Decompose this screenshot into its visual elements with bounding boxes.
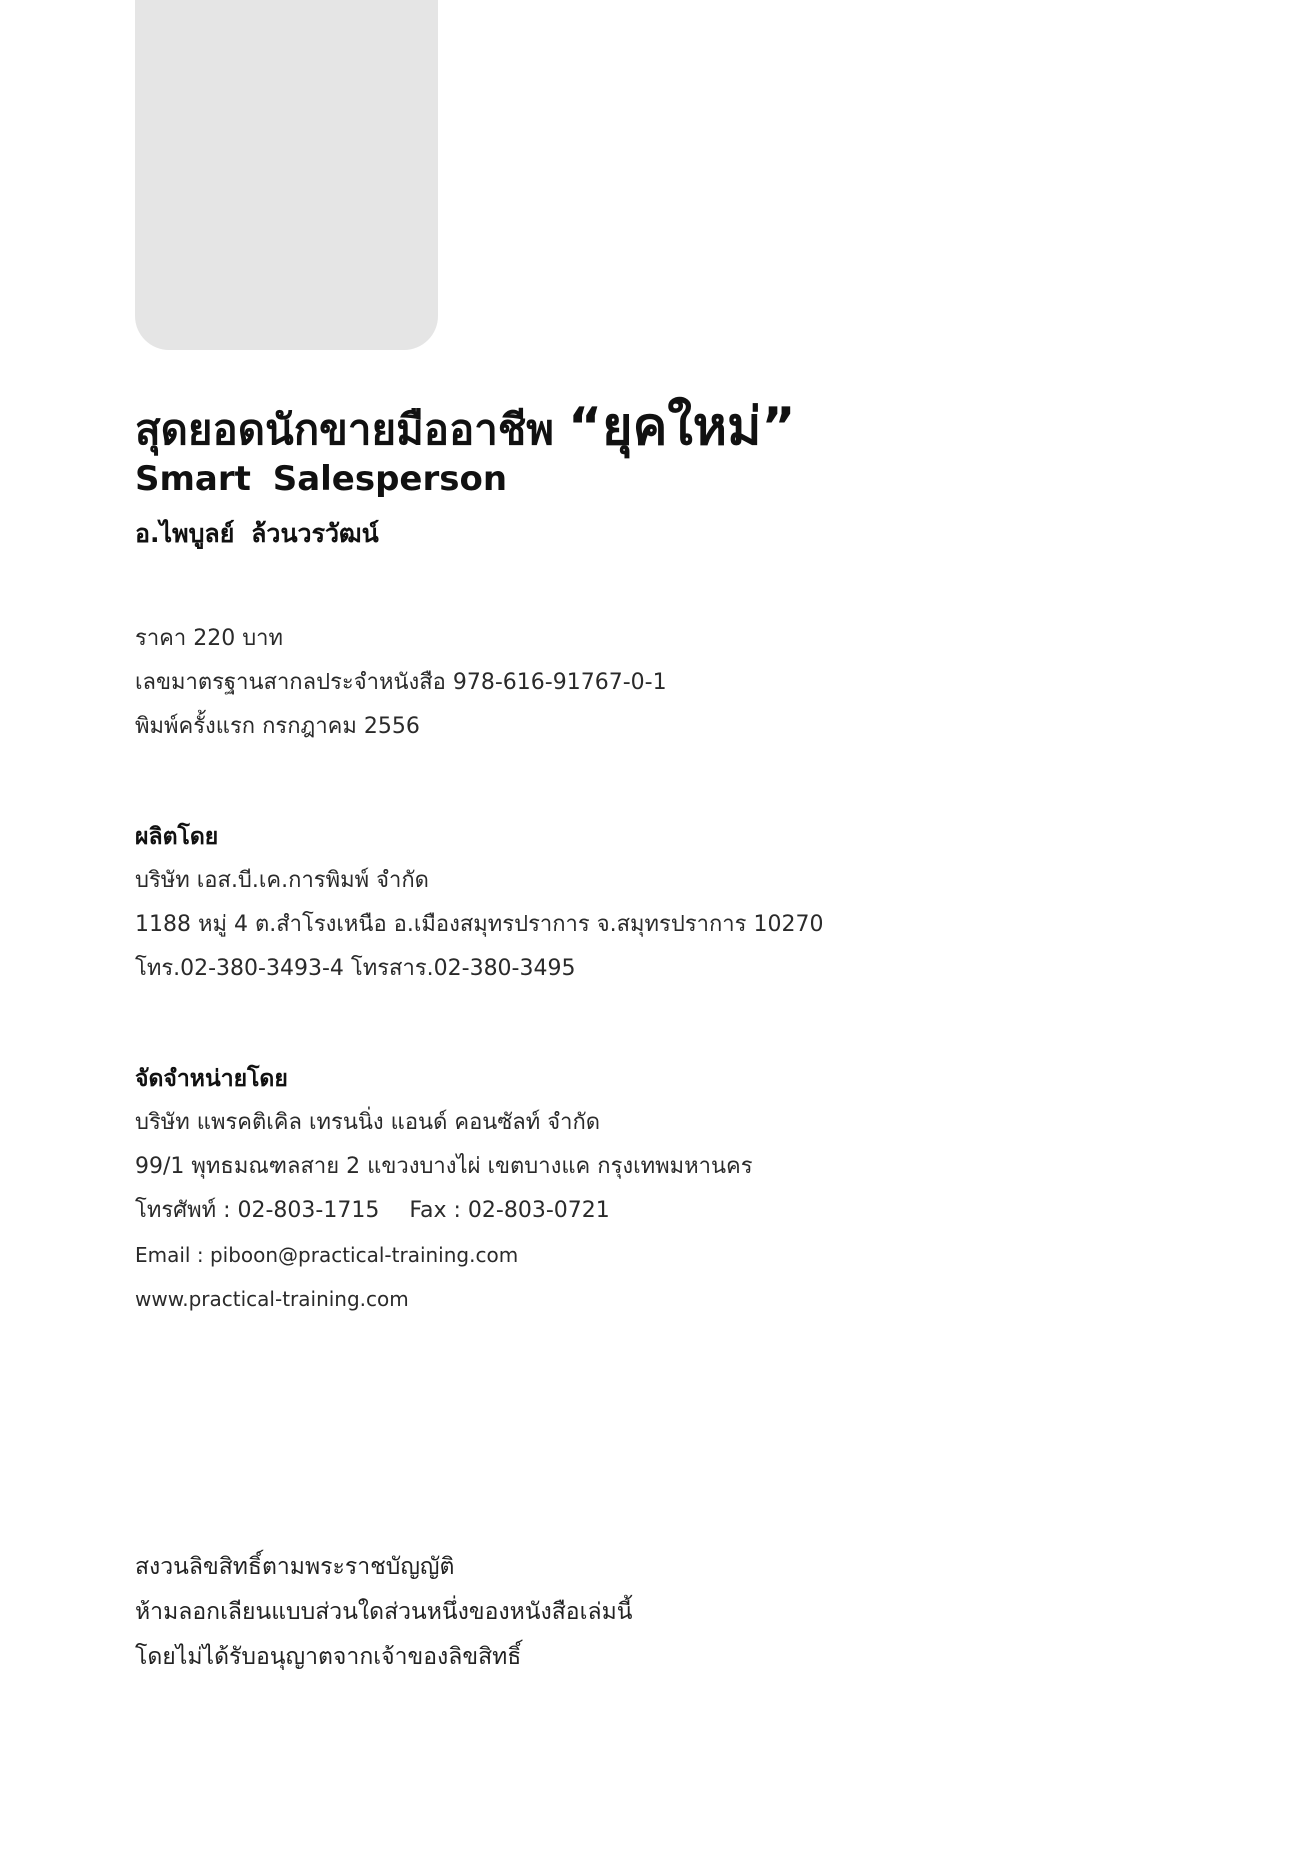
distributor-phone: โทรศัพท์ : 02-803-1715	[135, 1198, 380, 1223]
book-author: อ.ไพบูลย์ ล้วนวรวัฒน์	[135, 519, 379, 548]
producer-phone: โทร.02-380-3493-4 โทรสาร.02-380-3495	[135, 956, 576, 981]
book-title-thai	[135, 398, 1235, 459]
copyright-line-2: ห้ามลอกเลียนแบบส่วนใดส่วนหนึ่งของหนังสือเล่มนี้	[135, 1599, 633, 1625]
producer-company: บริษัท เอส.บี.เค.การพิมพ์ จำกัด	[135, 868, 429, 893]
distributor-email: Email : piboon@practical-training.com	[135, 1243, 519, 1267]
distributor-contact-line	[135, 1189, 1235, 1233]
book-title-thai-quoted: “ยุคใหม่”	[567, 397, 796, 457]
distributor-website: www.practical-training.com	[135, 1287, 409, 1311]
imprint-content	[135, 398, 1235, 1321]
gray-tab-block	[135, 0, 438, 350]
book-title-thai-main: สุดยอดนักขายมืออาชีพ	[135, 405, 554, 454]
copyright-line-3: โดยไม่ได้รับอนุญาตจากเจ้าของลิขสิทธิ์	[135, 1644, 522, 1670]
price-line: ราคา 220 บาท	[135, 626, 284, 651]
book-info-block	[135, 617, 1235, 749]
distributor-fax: Fax : 02-803-0721	[409, 1198, 610, 1223]
edition-line: พิมพ์ครั้งแรก กรกฎาคม 2556	[135, 714, 420, 739]
distributor-section	[135, 1057, 1235, 1321]
distributor-address: 99/1 พุทธมณฑลสาย 2 แขวงบางไผ่ เขตบางแค กรุงเทพมหานคร	[135, 1154, 753, 1179]
producer-address: 1188 หมู่ 4 ต.สำโรงเหนือ อ.เมืองสมุทรปราการ จ.สมุทรปราการ 10270	[135, 912, 824, 937]
copyright-line-1: สงวนลิขสิทธิ์ตามพระราชบัญญัติ	[135, 1554, 455, 1580]
distributor-company: บริษัท แพรคติเคิล เทรนนิ่ง แอนด์ คอนซัลท์ จำกัด	[135, 1110, 601, 1135]
distributor-heading: จัดจำหน่ายโดย	[135, 1066, 288, 1092]
producer-section	[135, 815, 1235, 991]
book-title-english: Smart Salesperson	[135, 459, 508, 499]
producer-heading: ผลิตโดย	[135, 824, 219, 850]
isbn-line: เลขมาตรฐานสากลประจำหนังสือ 978-616-91767-0-1	[135, 670, 667, 695]
copyright-notice	[135, 1545, 1235, 1680]
